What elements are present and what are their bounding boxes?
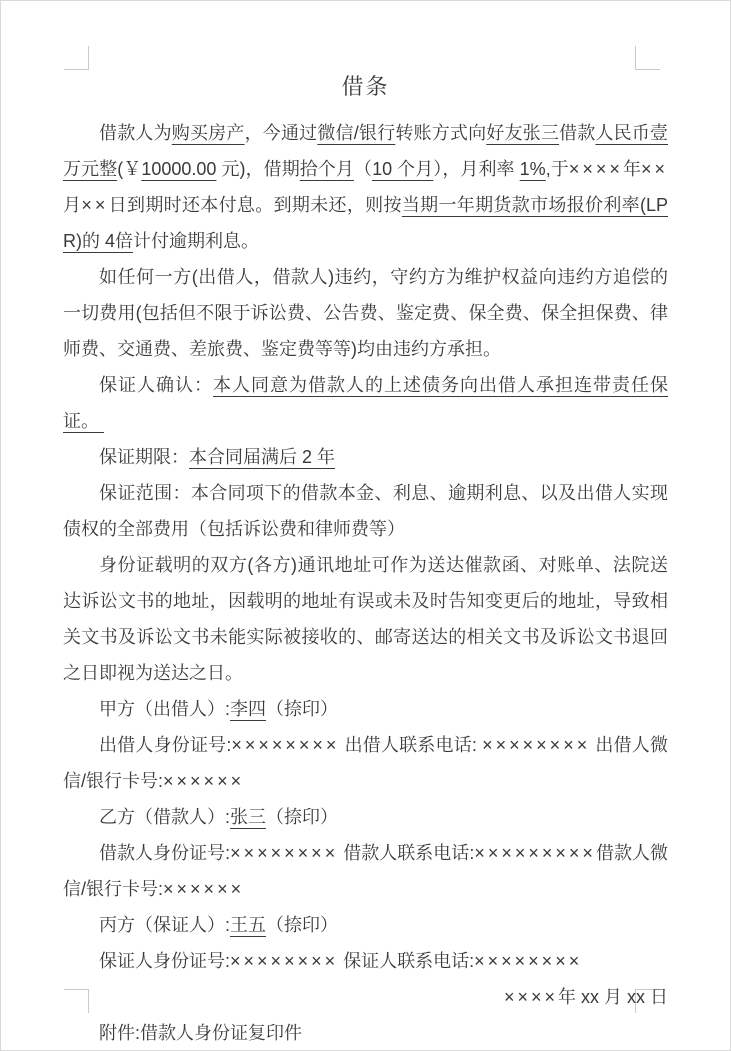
paragraph-guarantor-confirmation: 保证人确认：本人同意为借款人的上述债务向出借人承担连带责任保证。 <box>63 375 668 431</box>
placeholder-x-marks: ×× <box>641 159 669 179</box>
paragraph-service-address: 身份证载明的双方(各方)通讯地址可作为送达催款函、对账单、法院送达诉讼文书的地址，因载明的地址有误或未及时告知变更后的地址，导致相关文书及诉讼文书未能实际被接收的、邮寄送达的相关文书及诉讼文书退回之日即视为送达之日。 <box>63 555 668 683</box>
paragraph-party-b-signature: 乙方（借款人）:张三（捺印） <box>99 807 339 827</box>
placeholder-x-marks: ×××××××× <box>474 951 583 971</box>
placeholder-x-marks: ×××× <box>568 159 623 179</box>
paragraph-party-c-contacts: 保证人身份证号:×××××××× 保证人联系电话:×××××××× <box>99 951 583 971</box>
document-title: 借条 <box>341 74 390 99</box>
placeholder-x-marks: ×××××××× <box>230 843 339 863</box>
placeholder-x-marks: ×××××××× <box>230 951 339 971</box>
placeholder-x-marks: ×××××× <box>163 879 245 899</box>
placeholder-x-marks: ×××× <box>503 987 558 1007</box>
placeholder-x-marks: ×××××××× <box>231 735 340 755</box>
paragraph-party-c-signature: 丙方（保证人）:王五（捺印） <box>99 915 339 935</box>
paragraph-attachment: 附件:借款人身份证复印件 <box>99 1023 302 1043</box>
paragraph-date-line: ××××年 xx 月 xx 日 <box>503 987 668 1007</box>
paragraph-guarantee-period: 保证期限：本合同届满后 2 年 <box>99 447 336 467</box>
paragraph-container <box>63 115 668 1051</box>
paragraph-party-b-contacts: 借款人身份证号:×××××××× 借款人联系电话:×××××××××借款人微信/银行卡号:×××××× <box>63 843 668 899</box>
placeholder-x-marks: ××××××××× <box>474 843 596 863</box>
placeholder-x-marks: ×××××××× <box>482 735 591 755</box>
placeholder-x-marks: ×××××× <box>163 771 245 791</box>
document-body <box>63 67 668 1051</box>
paragraph-party-a-contacts: 出借人身份证号:×××××××× 出借人联系电话: ×××××××× 出借人微信/银行卡号:×××××× <box>63 735 668 791</box>
paragraph-breach-costs: 如任何一方(出借人，借款人)违约，守约方为维护权益向违约方追偿的一切费用(包括但不限于诉讼费、公告费、鉴定费、保全费、保全担保费、律师费、交通费、差旅费、鉴定费等等)均由违约方承担。 <box>63 267 668 359</box>
paragraph-guarantee-scope: 保证范围：本合同项下的借款本金、利息、逾期利息、以及出借人实现债权的全部费用（包括诉讼费和律师费等） <box>63 483 668 539</box>
placeholder-x-marks: ×× <box>81 195 109 215</box>
paragraph-loan-terms: 借款人为购买房产，今通过微信/银行转账方式向好友张三借款人民币壹万元整(￥10000.00 元)，借期拾个月（10 个月），月利率 1%,于××××年××月××日到期时还本付息。到期未还，则按当期一年期货款市场报价利率(LPR)的 4倍计付逾期利息。 <box>63 123 669 251</box>
paragraph-party-a-signature: 甲方（出借人）:李四（捺印） <box>99 699 339 719</box>
